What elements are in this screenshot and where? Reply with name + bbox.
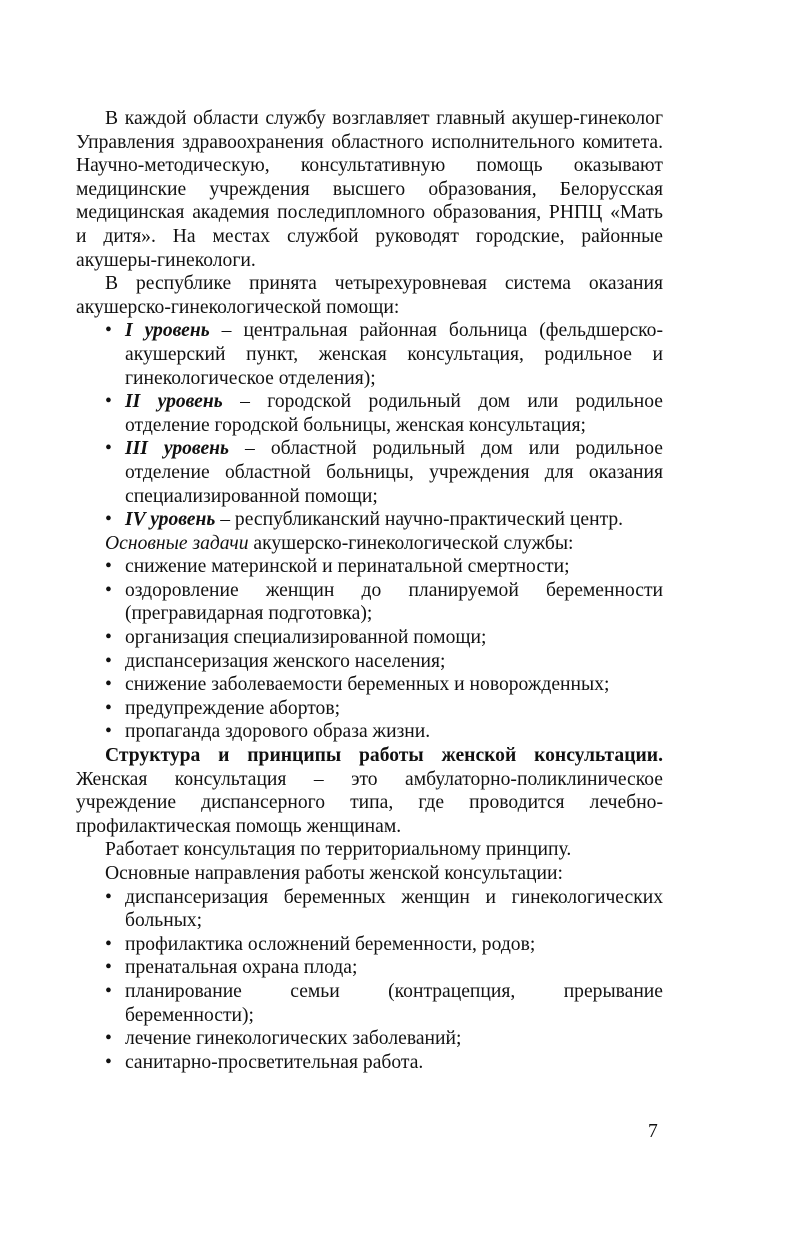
list-item bbox=[105, 1027, 663, 1051]
tasks-intro-emphasis: Основные задачи bbox=[105, 532, 249, 554]
list-item-text: снижение материнской и перинатальной смертности; bbox=[125, 556, 570, 578]
bullet-icon: • bbox=[105, 650, 112, 672]
tasks-list bbox=[76, 555, 663, 744]
list-item bbox=[105, 650, 663, 674]
paragraph-regional-service: В каждой области службу возглавляет главный акушер-гинеколог Управления здравоохранения областного исполнительного комитета. Научно-методическую, консультативную помощь оказывают медицинские учреждения высшего образования, Белорусская медицинская академия последипломного образования, РНПЦ «Мать и дитя». На местах службой руководят городские, районные акушеры-гинекологи. bbox=[76, 108, 663, 271]
levels-list bbox=[76, 319, 663, 531]
list-item bbox=[105, 720, 663, 744]
level-text: – республиканский научно-практический центр. bbox=[215, 509, 624, 531]
page-number: 7 bbox=[648, 1121, 658, 1142]
level-text: – городской родильный дом или родильное отделение городской больницы, женская консультация; bbox=[125, 391, 663, 436]
list-item bbox=[105, 933, 663, 957]
paragraph-territorial: Работает консультация по территориальному принципу. bbox=[105, 839, 572, 861]
list-item-text: снижение заболеваемости беременных и новорожденных; bbox=[125, 674, 610, 696]
list-item bbox=[105, 555, 663, 579]
bullet-icon: • bbox=[105, 627, 112, 649]
level-text: – областной родильный дом или родильное отделение областной больницы, учреждения для оказания специализированной помощи; bbox=[125, 438, 663, 507]
section-text: Женская консультация – это амбулаторно-поликлиническое учреждение диспансерного типа, где проводится лечебно-профилактическая помощь женщинам. bbox=[76, 768, 663, 837]
list-item bbox=[105, 626, 663, 650]
bullet-icon: • bbox=[105, 933, 112, 955]
bullet-icon: • bbox=[105, 438, 112, 460]
list-item bbox=[105, 579, 663, 626]
level-label: I уровень bbox=[125, 320, 210, 342]
list-item-text: планирование семьи (контрацепция, прерывание беременности); bbox=[125, 980, 663, 1026]
list-item bbox=[105, 437, 663, 508]
list-item bbox=[105, 508, 663, 532]
section-heading: Структура и принципы работы женской консультации. bbox=[105, 745, 663, 767]
bullet-icon: • bbox=[105, 556, 112, 578]
bullet-icon: • bbox=[105, 391, 112, 413]
list-item bbox=[105, 1051, 663, 1075]
list-item-text: диспансеризация женского населения; bbox=[125, 650, 446, 672]
list-item-text: предупреждение абортов; bbox=[125, 697, 341, 719]
list-item-text: организация специализированной помощи; bbox=[125, 627, 487, 649]
bullet-icon: • bbox=[105, 579, 112, 601]
level-text: – центральная районная больница (фельдшерско-акушерский пункт, женская консультация, родильное и гинекологическое отделения); bbox=[125, 320, 663, 389]
list-item bbox=[105, 697, 663, 721]
list-item-text: санитарно-просветительная работа. bbox=[125, 1051, 424, 1073]
directions-intro: Основные направления работы женской консультации: bbox=[105, 863, 563, 884]
page-text bbox=[76, 107, 663, 1074]
tasks-intro-text: акушерско-гинекологической службы: bbox=[248, 532, 574, 554]
list-item bbox=[105, 390, 663, 437]
bullet-icon: • bbox=[105, 320, 112, 342]
bullet-icon: • bbox=[105, 721, 112, 743]
paragraph-four-level-system: В республике принята четырехуровневая система оказания акушерско-гинекологической помощи: bbox=[76, 273, 663, 318]
bullet-icon: • bbox=[105, 697, 112, 719]
list-item bbox=[105, 980, 663, 1027]
list-item bbox=[105, 956, 663, 980]
bullet-icon: • bbox=[105, 886, 112, 908]
list-item-text: пренатальная охрана плода; bbox=[125, 957, 358, 979]
level-label: III уровень bbox=[125, 438, 229, 460]
bullet-icon: • bbox=[105, 957, 112, 979]
bullet-icon: • bbox=[105, 509, 112, 531]
section-paragraph bbox=[76, 744, 663, 838]
list-item bbox=[105, 673, 663, 697]
directions-list bbox=[76, 886, 663, 1075]
list-item-text: лечение гинекологических заболеваний; bbox=[125, 1028, 462, 1050]
bullet-icon: • bbox=[105, 1028, 112, 1050]
bullet-icon: • bbox=[105, 674, 112, 696]
bullet-icon: • bbox=[105, 980, 112, 1002]
bullet-icon: • bbox=[105, 1051, 112, 1073]
list-item bbox=[105, 886, 663, 933]
level-label: II уровень bbox=[125, 391, 223, 413]
list-item-text: диспансеризация беременных женщин и гинекологических больных; bbox=[125, 886, 663, 932]
tasks-intro bbox=[76, 532, 663, 556]
level-label: IV уровень bbox=[125, 509, 216, 531]
list-item-text: профилактика осложнений беременности, родов; bbox=[125, 933, 536, 955]
list-item-text: пропаганда здорового образа жизни. bbox=[125, 721, 431, 743]
list-item bbox=[105, 319, 663, 390]
list-item-text: оздоровление женщин до планируемой беременности (прегравидарная подготовка); bbox=[125, 579, 663, 625]
